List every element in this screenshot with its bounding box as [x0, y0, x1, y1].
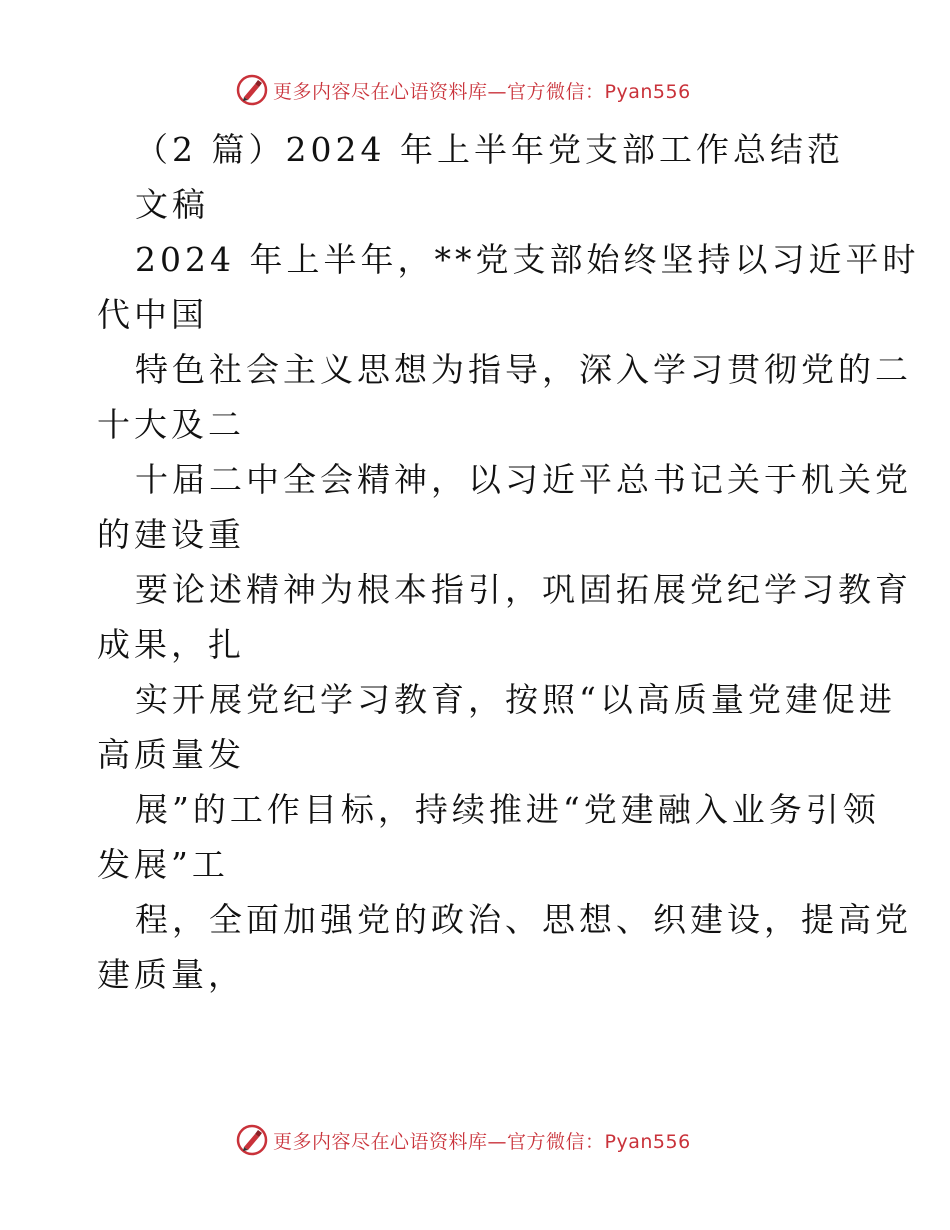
body-line: 2024 年上半年，**党支部始终坚持以习近平时 [135, 240, 920, 279]
footer-banner [235, 1122, 755, 1158]
body-line: 成果，扎 [97, 625, 245, 664]
body-line: 特色社会主义思想为指导，深入学习贯彻党的二 [135, 350, 912, 389]
body-line: 程，全面加强党的政治、思想、织建设，提高党 [135, 900, 912, 939]
footer-banner-text: 更多内容尽在心语资料库—官方微信：Pyan556 [273, 1130, 691, 1153]
body-line: 实开展党纪学习教育，按照“以高质量党建促进 [135, 680, 896, 719]
body-line: 发展”工 [97, 845, 229, 884]
document-body [97, 122, 920, 1002]
body-line: 的建设重 [97, 515, 245, 554]
body-line: 建质量， [97, 955, 245, 994]
body-line: 代中国 [97, 295, 208, 334]
body-line: 要论述精神为根本指引，巩固拓展党纪学习教育 [135, 570, 912, 609]
body-line: （2 篇）2024 年上半年党支部工作总结范 [135, 130, 844, 169]
body-line: 高质量发 [97, 735, 245, 774]
header-banner [235, 72, 755, 108]
body-line: 文稿 [135, 185, 209, 224]
pen-logo-icon [235, 1123, 269, 1157]
header-banner-text: 更多内容尽在心语资料库—官方微信：Pyan556 [273, 80, 691, 103]
body-line: 展”的工作目标，持续推进“党建融入业务引领 [135, 790, 880, 829]
pen-logo-icon [235, 73, 269, 107]
body-line: 十届二中全会精神，以习近平总书记关于机关党 [135, 460, 912, 499]
body-line: 十大及二 [97, 405, 245, 444]
